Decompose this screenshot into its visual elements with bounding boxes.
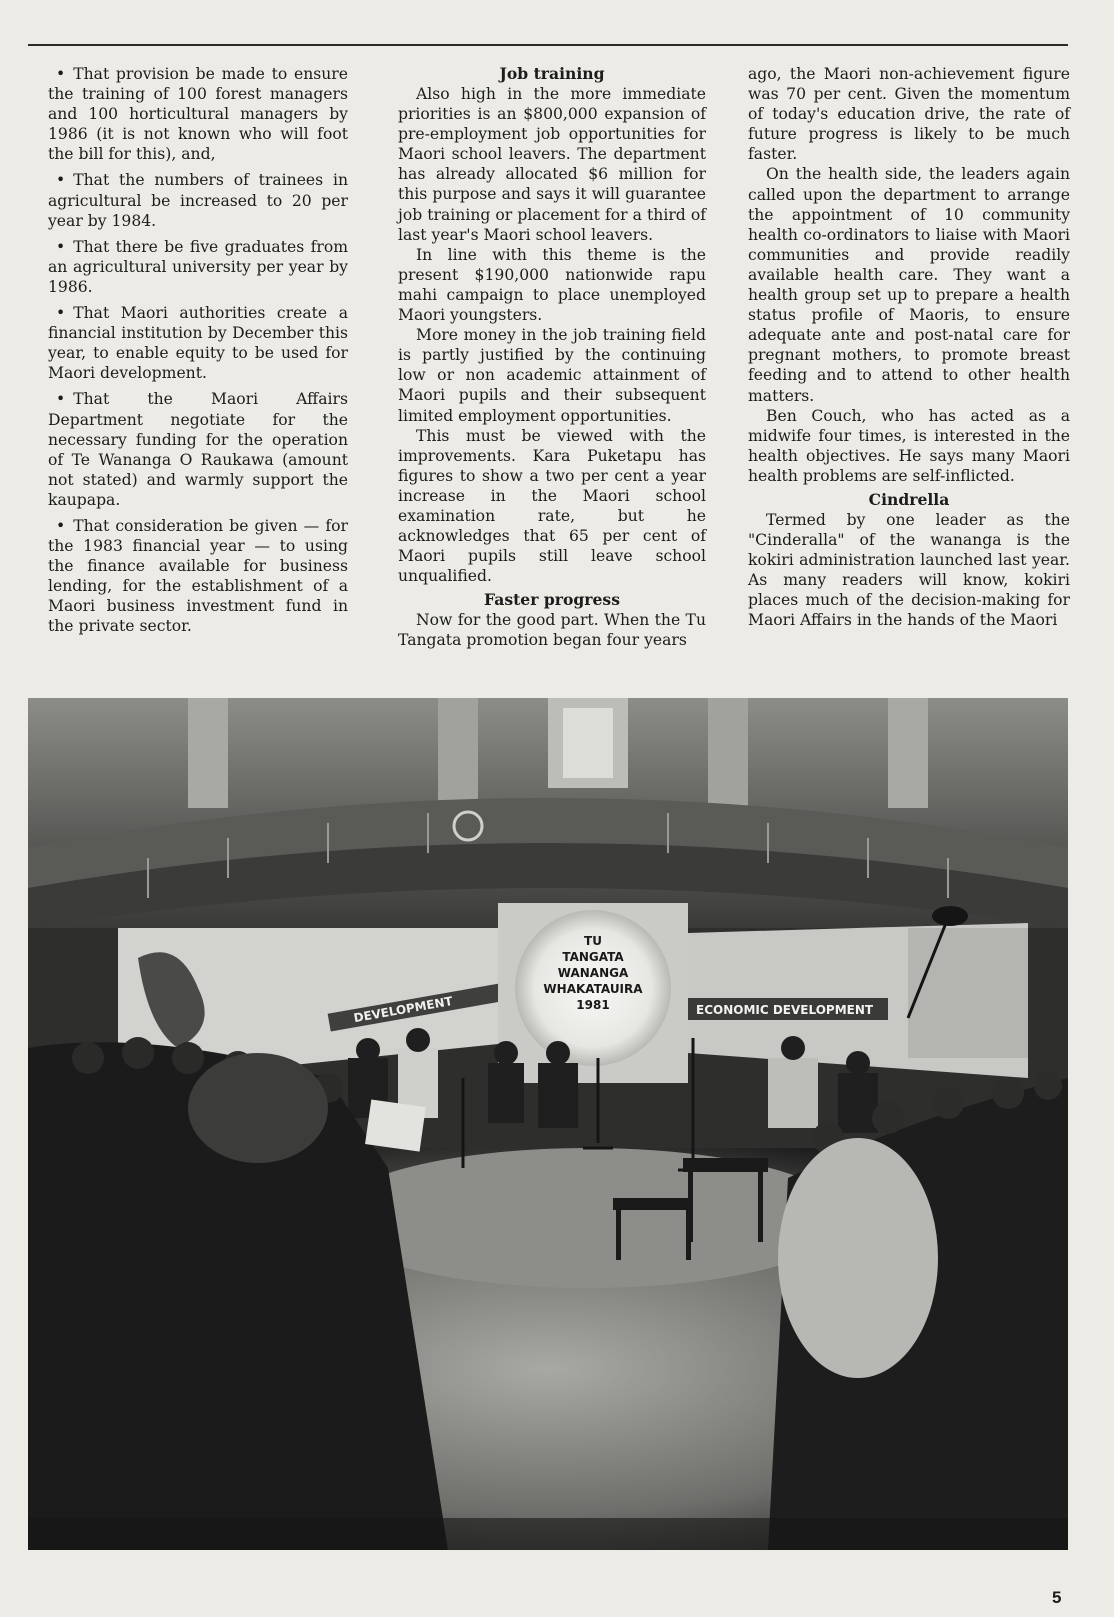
paragraph: This must be viewed with the improvements. Kara Puketapu has figures to show a two per cent a year increase in the Maori school examination rate, but he acknowledges that 65 per cent of Maori pupils still leave school unqualified.	[398, 426, 706, 586]
column-1	[48, 64, 348, 643]
banner-line: 1981	[576, 998, 610, 1012]
paragraph: Termed by one leader as the "Cinderalla" of the wananga is the kokiri administration launched last year. As many readers will know, kokiri places much of the decision-making for Maori Affairs in the hands of the Maori	[748, 510, 1070, 630]
bullet-item: • That the Maori Affairs Department negotiate for the necessary funding for the operation of Te Wananga O Raukawa (amount not stated) and warmly support the kaupapa.	[48, 389, 348, 510]
paragraph: Now for the good part. When the Tu Tangata promotion began four years	[398, 611, 706, 650]
bullet-item: • That there be five graduates from an agricultural university per year by 1986.	[48, 237, 348, 297]
hall-photograph	[28, 698, 1068, 1550]
banner-line: WHAKATAUIRA	[543, 982, 643, 996]
page-number: 5	[1052, 1588, 1062, 1607]
paragraph: Also high in the more immediate priorities is an $800,000 expansion of pre-employment job opportunities for Maori school leavers. The department has already allocated $6 million for this purpose and says it will guarantee job training or placement for a third of last year's Maori school leavers.	[398, 85, 706, 244]
subheading-cindrella: Cindrella	[868, 489, 950, 509]
banner-line: TANGATA	[562, 950, 624, 964]
subheading-job-training: Job training	[499, 64, 605, 83]
banner-right-text: ECONOMIC DEVELOPMENT	[696, 1003, 874, 1017]
column-2	[398, 64, 706, 651]
bullet-item: • That Maori authorities create a financial institution by December this year, to enable equity to be used for Maori development.	[48, 303, 348, 383]
banner-left-text: DEVELOPMENT	[352, 994, 454, 1026]
photo-illustration	[28, 698, 1068, 1550]
paragraph: ago, the Maori non-achievement figure was 70 per cent. Given the momentum of today's education drive, the rate of future progress is likely to be much faster.	[748, 65, 1070, 164]
top-rule	[28, 44, 1068, 46]
bullet-item: • That provision be made to ensure the training of 100 forest managers and 100 horticultural managers by 1986 (it is not known who will foot the bill for this), and,	[48, 64, 348, 164]
column-3	[748, 64, 1070, 631]
bullet-item: • That consideration be given — for the 1983 financial year — to using the finance available for business lending, for the establishment of a Maori business investment fund in the private sector.	[48, 516, 348, 637]
paragraph: More money in the job training field is partly justified by the continuing low or non academic attainment of Maori pupils and their subsequent limited employment opportunities.	[398, 326, 706, 425]
banner-line: TU	[584, 934, 602, 948]
paragraph: On the health side, the leaders again called upon the department to arrange the appointment of 10 community health co-ordinators to liaise with Maori communities and provide readily available health care. They want a health group set up to prepare a health status profile of Maoris, to ensure adequate ante and post-natal care for pregnant mothers, to promote breast feeding and to attend to other health matters.	[748, 165, 1070, 405]
paragraph: In line with this theme is the present $190,000 nationwide rapu mahi campaign to place unemployed Maori youngsters.	[398, 245, 706, 325]
banner-line: WANANGA	[557, 966, 629, 980]
paragraph: Ben Couch, who has acted as a midwife four times, is interested in the health objectives. He says many Maori health problems are self-inflicted.	[748, 406, 1070, 485]
bullet-item: • That the numbers of trainees in agricultural be increased to 20 per year by 1984.	[48, 170, 348, 230]
subheading-faster-progress: Faster progress	[484, 590, 620, 610]
